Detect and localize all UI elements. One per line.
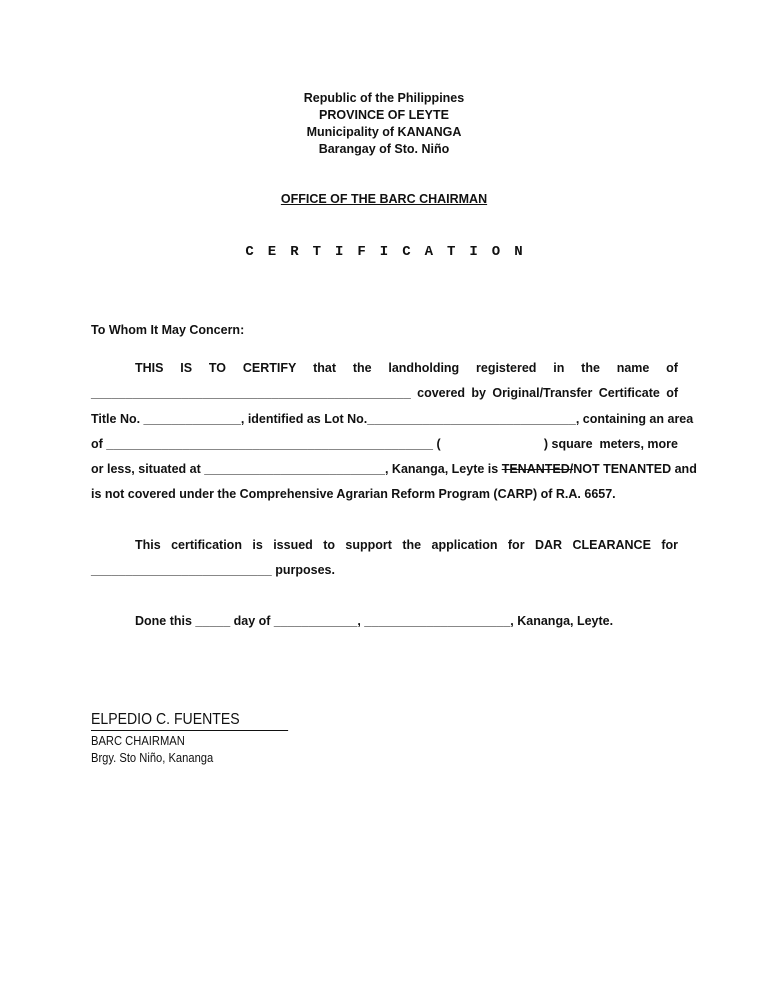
signatory-location: Brgy. Sto Niño, Kananga — [91, 750, 214, 765]
document-header — [0, 90, 768, 158]
paragraph-line-3: Title No. ______________, identified as Lot No.______________________________, containing an area — [91, 411, 694, 426]
header-municipality: Municipality of KANANGA — [306, 125, 462, 139]
paragraph-line-5: or less, situated at __________________________, Kananga, Leyte is TENANTED/NOT TENANTED and — [91, 462, 697, 477]
header-barangay: Barangay of Sto. Niño — [318, 142, 450, 156]
paragraph-line-6: is not covered under the Comprehensive Agrarian Reform Program (CARP) of R.A. 6657. — [91, 487, 616, 502]
certification-paragraph — [91, 356, 697, 508]
header-republic: Republic of the Philippines — [303, 91, 465, 105]
signatory-block — [91, 732, 213, 766]
signatory-name: ELPEDIO C. FUENTES — [91, 711, 288, 731]
done-paragraph — [91, 609, 678, 634]
document-title: CERTIFICATION — [245, 244, 537, 260]
paragraph-line-1: THIS IS TO CERTIFY that the landholding registered in the name of — [135, 361, 678, 375]
header-province: PROVINCE OF LEYTE — [319, 108, 449, 122]
purpose-line-2: __________________________ purposes. — [91, 563, 335, 578]
signatory-title: BARC CHAIRMAN — [91, 733, 185, 748]
struck-tenanted: TENANTED/ — [501, 462, 574, 477]
purpose-line-1: This certification is issued to support the application for DAR CLEARANCE for — [135, 538, 678, 552]
office-heading: OFFICE OF THE BARC CHAIRMAN — [280, 192, 488, 206]
paragraph-line-2: ______________________________________________ covered by Original/Transfer Certificate of — [91, 386, 678, 401]
salutation: To Whom It May Concern: — [91, 323, 245, 337]
paragraph-line-4: of _______________________________________________ ( ) square meters, more — [91, 436, 678, 451]
purpose-paragraph — [91, 533, 678, 584]
done-line: Done this _____ day of ____________, _____________________, Kananga, Leyte. — [135, 614, 614, 628]
